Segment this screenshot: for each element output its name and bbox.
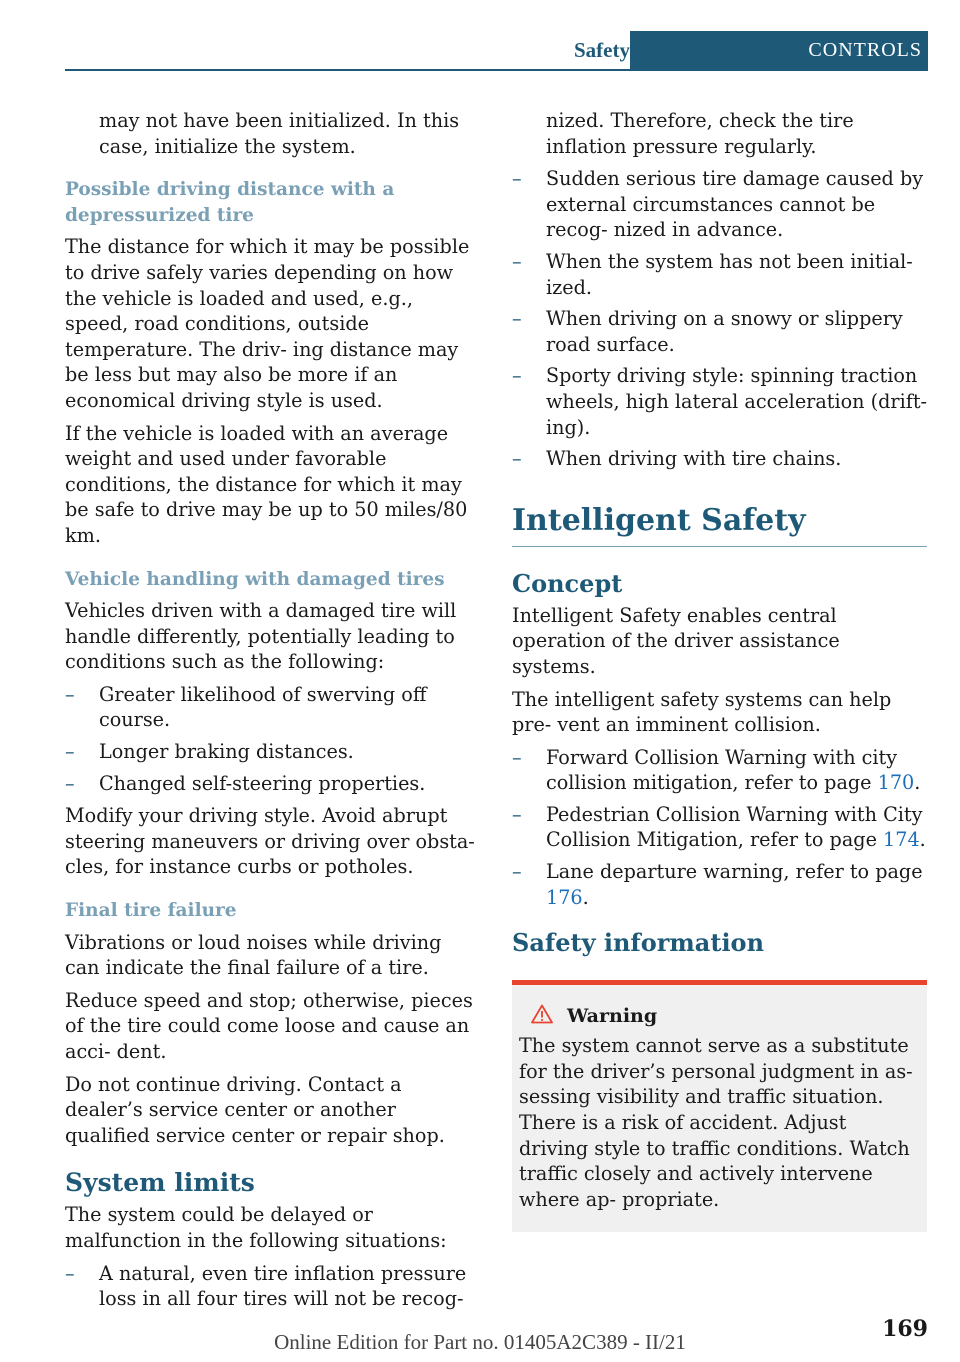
page-reference-link[interactable]: 176 — [546, 885, 583, 909]
dash-bullet: – — [512, 745, 522, 769]
list-item: – Changed self-steering properties. — [65, 771, 426, 795]
list-item: – Longer braking distances. — [65, 740, 354, 764]
dash-bullet: – — [512, 860, 522, 884]
subheading-final-tire-failure: Final tire failure — [65, 900, 237, 922]
page-reference-link[interactable]: 170 — [877, 771, 915, 795]
concept-list — [512, 745, 927, 911]
list-item: – Pedestrian Collision Warning with City Collision Mitigation, refer to page 174. — [512, 802, 926, 852]
paragraph: Do not continue driving. Contact a dealer’s service center or another qualified service center or repair shop. — [65, 1072, 445, 1147]
paragraph: Intelligent Safety enables central operation of the driver assistance systems. — [512, 603, 840, 678]
dash-bullet: – — [65, 740, 75, 764]
warning-text: The system cannot serve as a substitute for the driver’s personal judgment in as‐ sessing visibility and traffic situation. There is a risk of accident. Adjust driving style to traffic conditions. Watch traffic closely and actively intervene where ap‐ propriate. — [519, 1034, 913, 1211]
continued-paragraph: may not have been initialized. In this case, initialize the system. — [99, 109, 460, 158]
page-header — [65, 31, 928, 71]
heading-system-limits: System limits — [65, 1168, 255, 1198]
dash-bullet: – — [512, 167, 522, 191]
paragraph: The intelligent safety systems can help pre‐ vent an imminent collision. — [512, 687, 892, 737]
list-item: – Sudden serious tire damage caused by external circumstances cannot be recog‐ nized in advance. — [512, 167, 924, 242]
warning-box — [512, 980, 927, 1232]
heading-safety-information: Safety information — [512, 928, 765, 958]
limits-list-continued — [512, 166, 927, 472]
paragraph: If the vehicle is loaded with an average weight and used under favorable conditions, the distance for which it may be safe to drive may be up to 50 miles/80 km. — [65, 421, 468, 547]
list-item: – When driving with tire chains. — [512, 447, 842, 471]
subheading-vehicle-handling: Vehicle handling with damaged tires — [65, 568, 445, 590]
continued-paragraph: nized. Therefore, check the tire inflation pressure regularly. — [546, 109, 854, 158]
warning-heading — [519, 1003, 919, 1029]
footer-edition: Online Edition for Part no. 01405A2C389 - II/21 — [274, 1330, 686, 1354]
dash-bullet: – — [512, 364, 522, 388]
paragraph: The distance for which it may be possible to drive safely varies depending on how the vehicle is loaded and used, e.g., speed, road conditions, outside temperature. The driv‐ ing distance may be less but may also be more if an economical driving style is used. — [65, 235, 470, 412]
list-item: – Forward Collision Warning with city collision mitigation, refer to page 170. — [512, 745, 921, 795]
paragraph: The system could be delayed or malfunction in the following situations: — [65, 1203, 447, 1252]
dash-bullet: – — [512, 307, 522, 331]
page-number: 169 — [882, 1316, 928, 1342]
dash-bullet: – — [512, 447, 522, 471]
list-item: – Sporty driving style: spinning traction wheels, high lateral acceleration (drift‐ ing). — [512, 364, 928, 439]
warning-title: Warning — [567, 1005, 658, 1028]
heading-concept: Concept — [512, 568, 623, 598]
heading-intelligent-safety: Intelligent Safety — [512, 502, 927, 547]
paragraph: Reduce speed and stop; otherwise, pieces of the tire could come loose and cause an acci‐ dent. — [65, 988, 473, 1063]
dash-bullet: – — [65, 771, 75, 795]
handling-list — [65, 682, 480, 796]
right-column — [512, 108, 927, 1232]
left-column — [65, 108, 480, 1319]
list-item: – Lane departure warning, refer to page 176. — [512, 860, 923, 909]
header-chapter-title: CONTROLS — [630, 31, 928, 69]
dash-bullet: – — [512, 802, 522, 826]
list-item: – When the system has not been initial‐ ized. — [512, 249, 913, 299]
paragraph: Vehicles driven with a damaged tire will handle differently, potentially leading to conditions such as the following: — [65, 599, 457, 674]
limits-list — [65, 1261, 480, 1312]
dash-bullet: – — [65, 682, 75, 706]
subheading-driving-distance: Possible driving distance with a depressurized tire — [65, 179, 395, 226]
paragraph: Modify your driving style. Avoid abrupt steering maneuvers or driving over obsta‐ cles, for instance curbs or potholes. — [65, 804, 475, 879]
header-section-title: Safety — [574, 38, 630, 62]
header-rule — [65, 69, 928, 71]
paragraph: Vibrations or loud noises while driving can indicate the final failure of a tire. — [65, 930, 442, 980]
list-item: – Greater likelihood of swerving off course. — [65, 682, 427, 732]
list-item: – A natural, even tire inflation pressure loss in all four tires will not be recog‐ — [65, 1261, 467, 1311]
dash-bullet: – — [65, 1261, 75, 1285]
warning-triangle-icon — [531, 1004, 553, 1024]
list-item: – When driving on a snowy or slippery road surface. — [512, 307, 903, 356]
page-reference-link[interactable]: 174 — [883, 828, 920, 852]
dash-bullet: – — [512, 249, 522, 273]
